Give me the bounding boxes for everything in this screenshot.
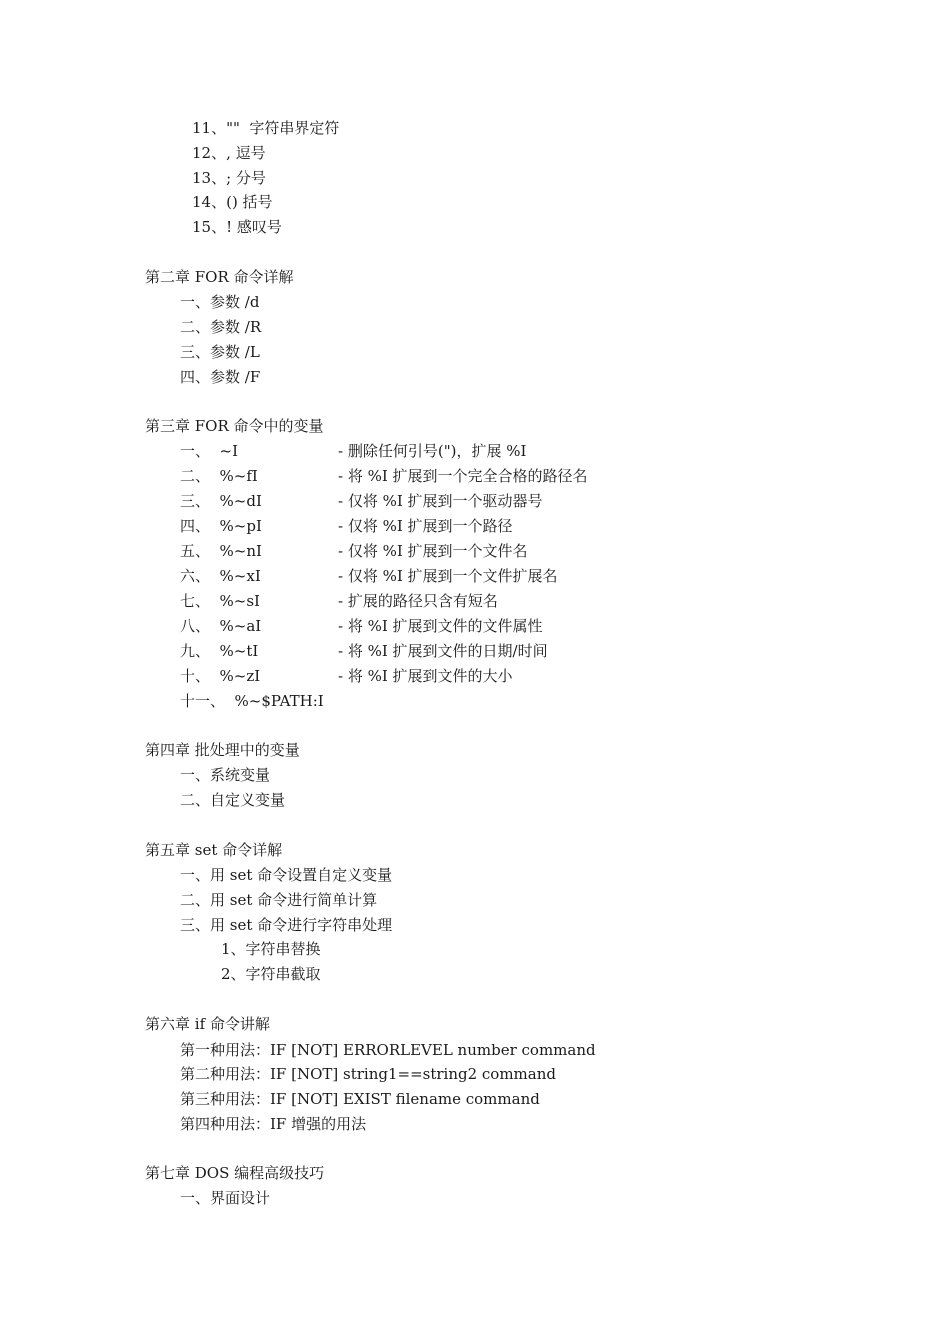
ch3-label: 九、 %~tI (180, 642, 259, 660)
chapter-4-title: 第四章 批处理中的变量 (145, 741, 300, 759)
ch3-desc: - 将 %I 扩展到一个完全合格的路径名 (338, 467, 588, 485)
ch2-item: 二、参数 /R (180, 318, 262, 336)
ch5-item: 二、用 set 命令进行简单计算 (180, 891, 378, 909)
ch1-item-12: 12、, 逗号 (192, 144, 266, 162)
ch1-item-14: 14、() 括号 (192, 193, 273, 211)
ch3-label: 七、 %~sI (180, 592, 260, 610)
ch3-desc: - 将 %I 扩展到文件的大小 (338, 667, 513, 685)
chapter-7-title: 第七章 DOS 编程高级技巧 (145, 1164, 325, 1182)
ch1-item-11: 11、"" 字符串界定符 (192, 119, 340, 137)
ch3-label: 五、 %~nI (180, 542, 262, 560)
ch3-label: 八、 %~aI (180, 617, 262, 635)
ch3-desc: - 扩展的路径只含有短名 (338, 592, 498, 610)
ch3-desc: - 仅将 %I 扩展到一个文件扩展名 (338, 567, 558, 585)
chapter-5-title: 第五章 set 命令详解 (145, 841, 283, 859)
chapter-2-title: 第二章 FOR 命令详解 (145, 268, 294, 286)
ch2-item: 一、参数 /d (180, 293, 260, 311)
ch2-item: 四、参数 /F (180, 368, 261, 386)
ch5-item: 三、用 set 命令进行字符串处理 (180, 916, 393, 934)
ch2-item: 三、参数 /L (180, 343, 260, 361)
ch3-label: 二、 %~fI (180, 467, 258, 485)
ch6-item: 第一种用法：IF [NOT] ERRORLEVEL number command (180, 1041, 596, 1059)
ch3-desc: - 将 %I 扩展到文件的文件属性 (338, 617, 543, 635)
ch7-item: 一、界面设计 (180, 1189, 271, 1207)
ch3-label: 十、 %~zI (180, 667, 261, 685)
ch3-desc: - 仅将 %I 扩展到一个驱动器号 (338, 492, 543, 510)
ch5-item: 一、用 set 命令设置自定义变量 (180, 866, 393, 884)
chapter-3-title: 第三章 FOR 命令中的变量 (145, 417, 324, 435)
ch3-desc: - 将 %I 扩展到文件的日期/时间 (338, 642, 548, 660)
ch1-item-15: 15、! 感叹号 (192, 218, 282, 236)
ch3-label: 一、 ~I (180, 442, 239, 460)
ch3-desc: - 仅将 %I 扩展到一个文件名 (338, 542, 528, 560)
ch5-subitem: 2、字符串截取 (221, 965, 321, 983)
ch3-desc: - 仅将 %I 扩展到一个路径 (338, 517, 513, 535)
chapter-6-title: 第六章 if 命令讲解 (145, 1015, 270, 1033)
ch3-label: 四、 %~pI (180, 517, 262, 535)
ch6-item: 第三种用法：IF [NOT] EXIST filename command (180, 1090, 540, 1108)
ch1-item-13: 13、; 分号 (192, 169, 266, 187)
ch4-item: 二、自定义变量 (180, 791, 286, 809)
ch3-label: 六、 %~xI (180, 567, 261, 585)
ch5-subitem: 1、字符串替换 (221, 940, 321, 958)
ch3-label: 十一、 %~$PATH:I (180, 692, 324, 710)
ch4-item: 一、系统变量 (180, 766, 271, 784)
ch6-item: 第二种用法：IF [NOT] string1==string2 command (180, 1065, 556, 1083)
ch3-label: 三、 %~dI (180, 492, 262, 510)
ch6-item: 第四种用法：IF 增强的用法 (180, 1115, 367, 1133)
ch3-desc: - 删除任何引号(")，扩展 %I (338, 442, 527, 460)
